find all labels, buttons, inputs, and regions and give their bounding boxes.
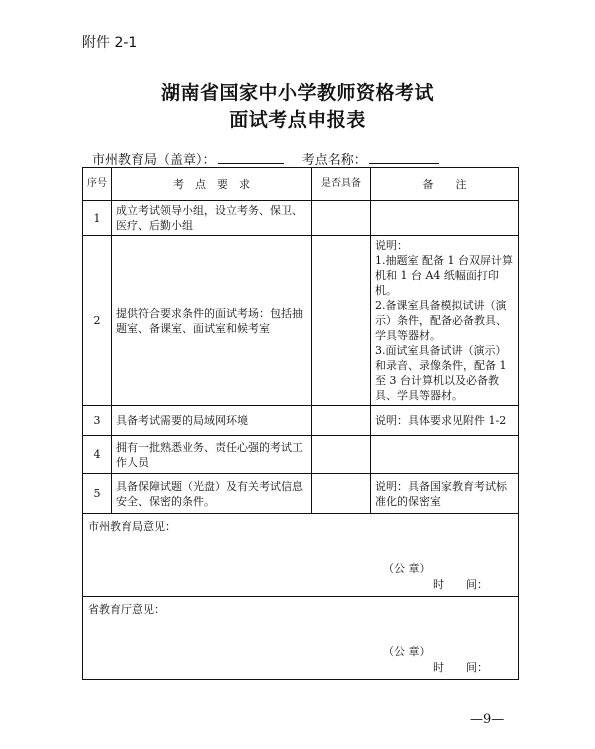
- note-line: 3.面试室具备试讲（演示）和录音、录像条件，配备 1 至 3 台计算机以及必备教具、学具等器材。: [375, 344, 507, 402]
- page-number: —9—: [470, 712, 505, 727]
- city-bureau-opinion-box[interactable]: [83, 514, 519, 597]
- city-bureau-opinion-label: 市州教育局意见：: [88, 520, 176, 533]
- attachment-label: 附件 2-1: [82, 35, 138, 51]
- province-dept-date-label: 时 间：: [433, 661, 488, 674]
- note-line: 2.备课室具备模拟试讲（演示）条件，配备必备教具、学具等器材。: [375, 299, 507, 342]
- site-name-label: 考点名称：: [301, 153, 367, 168]
- row-seq: 5: [83, 474, 112, 514]
- bureau-stamp-label: 市州教育局（盖章）：: [92, 153, 216, 168]
- row-seq: 4: [83, 436, 112, 474]
- table-row: [83, 474, 519, 514]
- province-dept-seal-label: （公 章）: [383, 645, 431, 658]
- row-seq: 1: [83, 201, 112, 236]
- city-bureau-date-label: 时 间：: [433, 578, 488, 591]
- opinion-row-province: [83, 597, 519, 680]
- bureau-stamp-blank[interactable]: [218, 151, 284, 164]
- province-dept-opinion-label: 省教育厅意见：: [88, 603, 165, 616]
- row-requirement: 具备保障试题（光盘）及有关考试信息安全、保密的条件。: [112, 474, 312, 514]
- header-has: 是否具备: [312, 168, 371, 201]
- city-bureau-seal-label: （公 章）: [383, 562, 431, 575]
- application-table: [82, 167, 519, 680]
- header-requirements: 考 点 要 求: [112, 168, 312, 201]
- header-notes: 备 注: [371, 168, 519, 201]
- row-has-cell[interactable]: [312, 436, 371, 474]
- row-seq: 3: [83, 406, 112, 436]
- site-name-blank[interactable]: [369, 151, 439, 164]
- row-requirement: 成立考试领导小组，设立考务、保卫、医疗、后勤小组: [112, 201, 312, 236]
- row-notes-cell: [371, 236, 519, 406]
- row-requirement: 具备考试需要的局域网环境: [112, 406, 312, 436]
- note-line: 说明：: [375, 239, 408, 252]
- province-dept-opinion-box[interactable]: [83, 597, 519, 680]
- form-meta: [92, 149, 445, 168]
- row-has-cell[interactable]: [312, 406, 371, 436]
- table-row: [83, 201, 519, 236]
- row-requirement: 拥有一批熟悉业务、责任心强的考试工作人员: [112, 436, 312, 474]
- row-notes-cell[interactable]: [371, 436, 519, 474]
- table-row: [83, 406, 519, 436]
- row-has-cell[interactable]: [312, 474, 371, 514]
- form-title-line1: 湖南省国家中小学教师资格考试: [160, 82, 434, 104]
- row-seq: 2: [83, 236, 112, 406]
- row-has-cell[interactable]: [312, 236, 371, 406]
- table-row: [83, 236, 519, 406]
- row-notes-cell[interactable]: [371, 201, 519, 236]
- table-header-row: [83, 168, 519, 201]
- opinion-row-city: [83, 514, 519, 597]
- note-line: 1.抽题室 配备 1 台双屏计算机和 1 台 A4 纸幅面打印机。: [375, 254, 513, 297]
- row-has-cell[interactable]: [312, 201, 371, 236]
- row-notes-cell: 说明：具体要求见附件 1-2: [371, 406, 519, 436]
- form-title-line2: 面试考点申报表: [229, 109, 366, 131]
- table-row: [83, 436, 519, 474]
- row-notes-cell: 说明：具备国家教育考试标准化的保密室: [371, 474, 519, 514]
- row-requirement: 提供符合要求条件的面试考场：包括抽题室、备课室、面试室和候考室: [112, 236, 312, 406]
- header-seq: 序号: [83, 168, 112, 201]
